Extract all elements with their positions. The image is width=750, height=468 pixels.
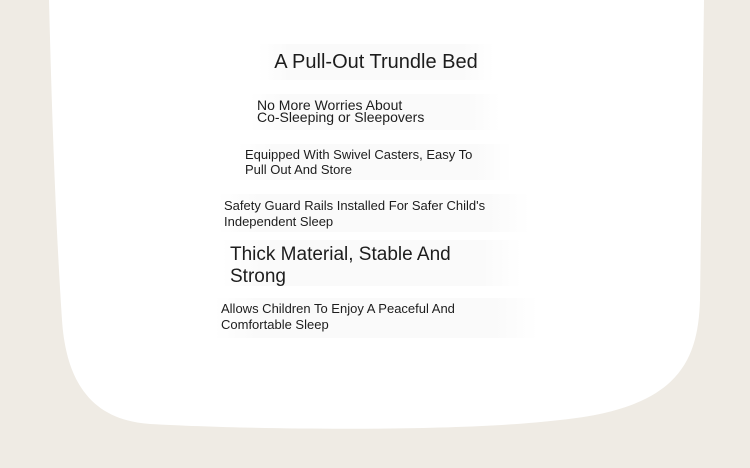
feature-line: Pull Out And Store xyxy=(245,162,352,177)
feature-line: Allows Children To Enjoy A Peaceful And xyxy=(221,301,455,316)
feature-peaceful-sleep xyxy=(214,298,538,338)
feature-line: Independent Sleep xyxy=(224,214,334,229)
page-title: A Pull-Out Trundle Bed xyxy=(258,44,494,80)
feature-line: Comfortable Sleep xyxy=(221,317,329,332)
feature-line: Strong xyxy=(230,266,286,287)
feature-line: Safety Guard Rails Installed For Safer Child's xyxy=(224,198,486,213)
feature-swivel-casters xyxy=(238,144,512,180)
feature-line: Thick Material, Stable And xyxy=(230,244,451,265)
feature-co-sleeping xyxy=(250,94,500,130)
feature-guard-rails xyxy=(218,194,530,232)
feature-thick-material xyxy=(222,240,522,286)
feature-line: Equipped With Swivel Casters, Easy To xyxy=(245,147,473,162)
feature-line: Co-Sleeping or Sleepovers xyxy=(257,109,425,125)
feature-line: No More Worries About xyxy=(257,97,403,113)
